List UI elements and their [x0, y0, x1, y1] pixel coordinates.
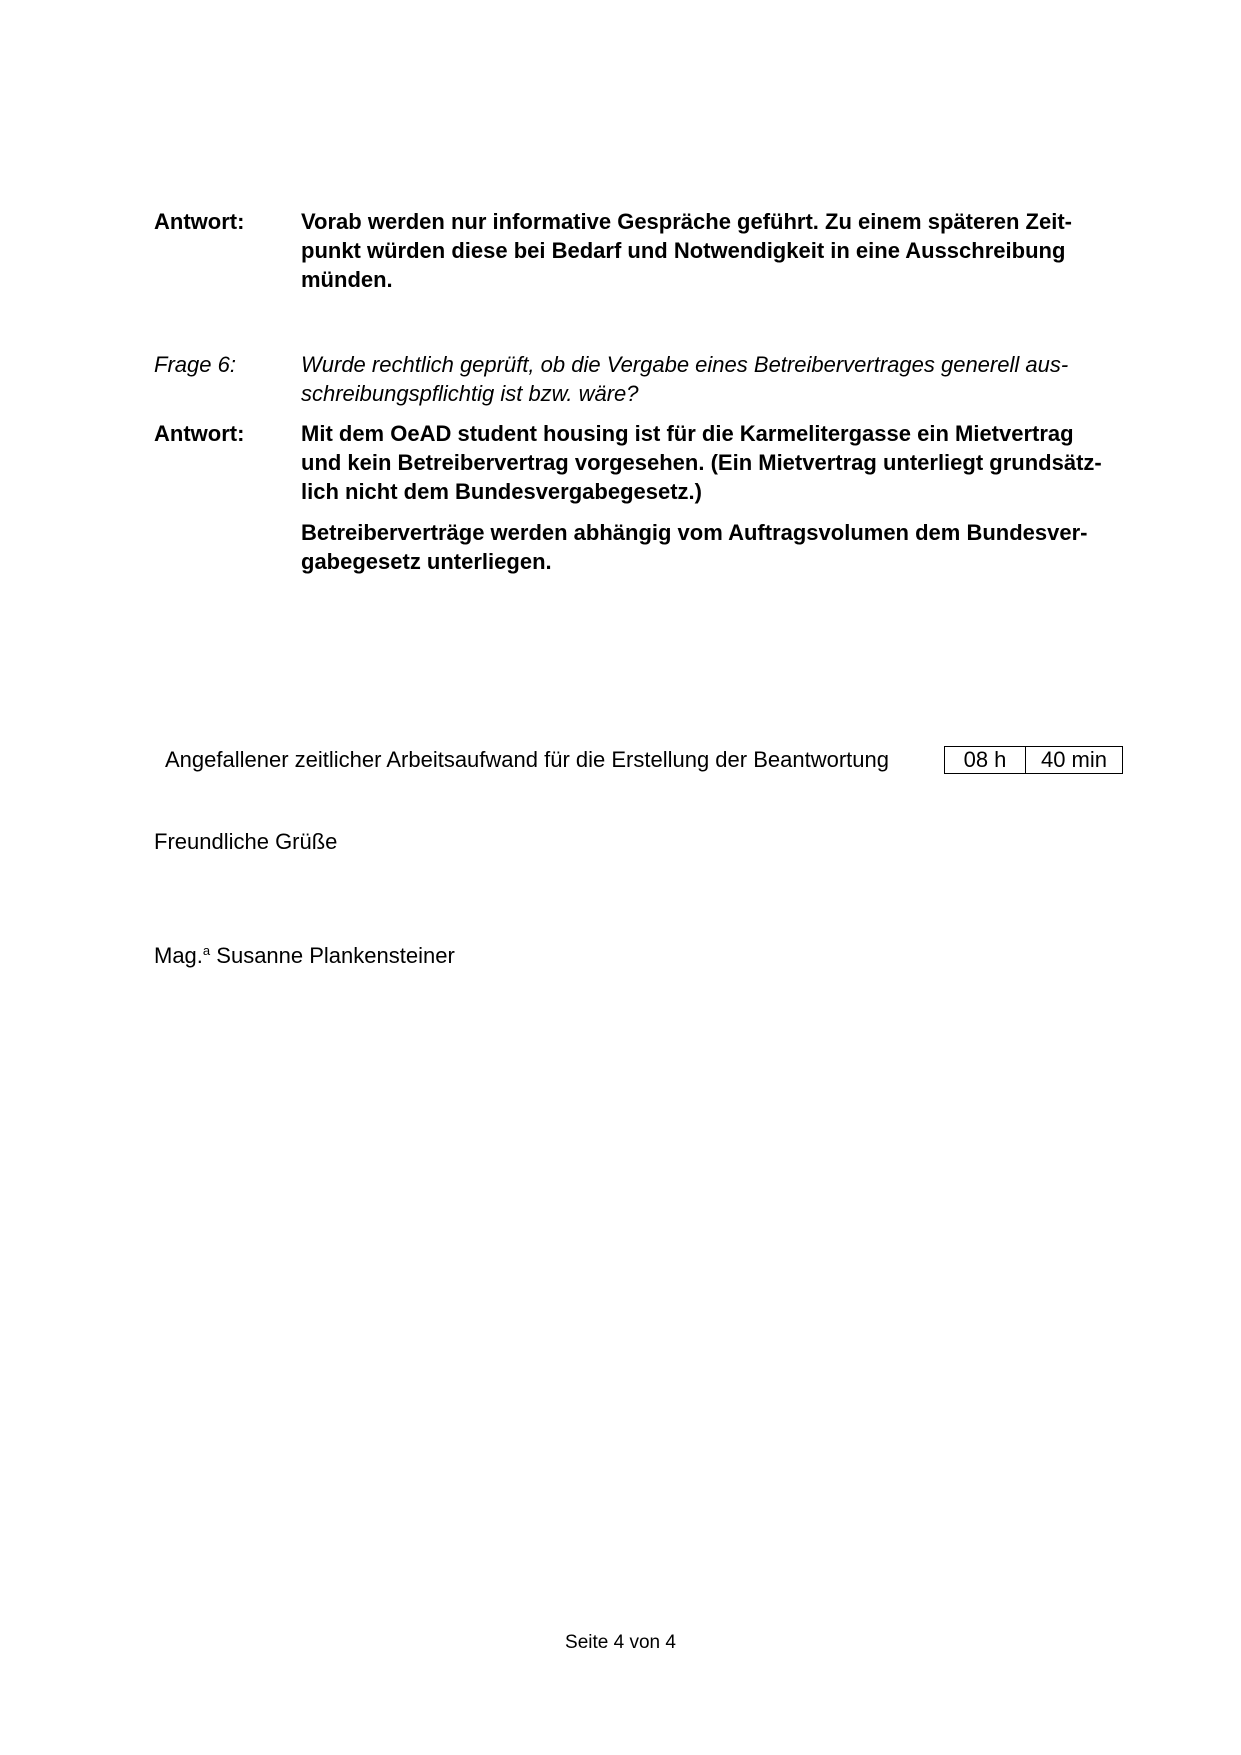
answer-6-line: Mit dem OeAD student housing ist für die Karmelitergasse ein Mietvertrag	[301, 421, 1074, 446]
answer-6-line: gabegesetz unterliegen.	[301, 549, 552, 574]
answer-6-paragraph-1	[301, 419, 1241, 506]
answer-6-line: lich nicht dem Bundesvergabegesetz.)	[301, 479, 702, 504]
effort-table	[944, 746, 1123, 774]
effort-hours-cell: 08 h	[945, 747, 1026, 773]
answer-6-paragraph-2	[301, 518, 1241, 576]
signature-name: Susanne Plankensteiner	[216, 943, 455, 968]
answer-5-line: Vorab werden nur informative Gespräche geführt. Zu einem späteren Zeit-	[301, 209, 1072, 234]
answer-5-line: münden.	[301, 267, 393, 292]
answer-5-line: punkt würden diese bei Bedarf und Notwendigkeit in eine Ausschreibung	[301, 238, 1066, 263]
answer-5-label: Antwort:	[154, 209, 245, 234]
effort-row	[165, 745, 1125, 775]
page-number: Seite 4 von 4	[565, 1632, 676, 1653]
signature-title: Mag.	[154, 943, 203, 968]
answer-5-section	[154, 207, 1144, 297]
answer-6-section	[154, 419, 1144, 579]
effort-minutes-cell: 40 min	[1040, 747, 1108, 772]
question-6-section	[154, 350, 1144, 410]
answer-6-line: und kein Betreibervertrag vorgesehen. (Ein Mietvertrag unterliegt grundsätz-	[301, 450, 1102, 475]
answer-6-label: Antwort:	[154, 421, 245, 446]
effort-label: Angefallener zeitlicher Arbeitsaufwand für die Erstellung der Beantwortung	[165, 747, 889, 772]
question-6-label: Frage 6:	[154, 352, 236, 377]
greeting: Freundliche Grüße	[154, 829, 338, 854]
signature-superscript: a	[202, 943, 211, 958]
answer-6-line: Betreiberverträge werden abhängig vom Auftragsvolumen dem Bundesver-	[301, 520, 1088, 545]
question-6-text	[301, 350, 1241, 408]
question-6-line: Wurde rechtlich geprüft, ob die Vergabe eines Betreibervertrages generell aus-	[301, 352, 1069, 377]
signature	[154, 941, 455, 971]
answer-5-text	[301, 207, 1241, 294]
question-6-line: schreibungspflichtig ist bzw. wäre?	[301, 381, 639, 406]
